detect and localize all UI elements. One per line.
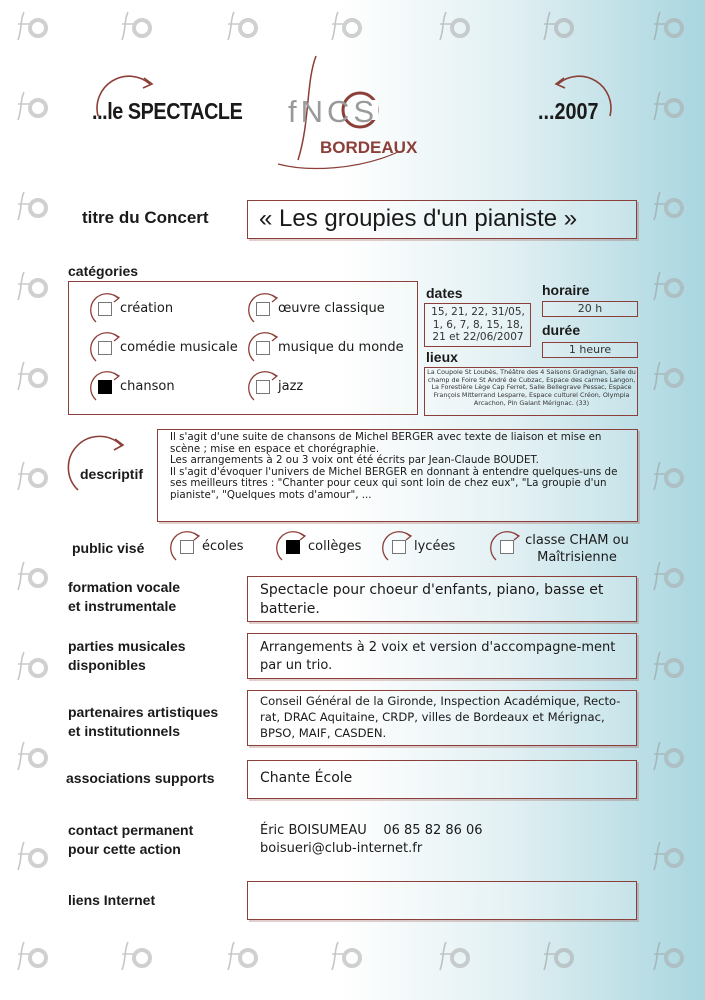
category-checkbox[interactable] xyxy=(98,380,112,394)
fc-watermark-icon xyxy=(224,940,260,972)
categories-label: catégories xyxy=(68,263,139,279)
logo-city: BORDEAUX xyxy=(320,138,418,157)
public-option-label: écoles xyxy=(202,539,244,554)
fc-watermark-icon xyxy=(650,560,686,592)
liens-label: liens Internet xyxy=(68,892,156,908)
descriptif-label: descriptif xyxy=(80,466,144,482)
associations-value: Chante École xyxy=(260,770,353,786)
category-checkbox[interactable] xyxy=(98,302,112,316)
public-option-label: classe CHAM ou Maîtrisienne xyxy=(525,533,629,565)
formation-label-2: et instrumentale xyxy=(68,598,177,614)
liens-box xyxy=(247,881,637,920)
horaire-label: horaire xyxy=(542,282,590,298)
fc-watermark-icon xyxy=(328,10,364,42)
category-label: création xyxy=(120,301,174,316)
fc-watermark-icon xyxy=(650,190,686,222)
fc-watermark-icon xyxy=(650,360,686,392)
partenaires-label-1: partenaires artistiques xyxy=(68,704,219,720)
public-option-label: collèges xyxy=(308,539,362,554)
category-checkbox[interactable] xyxy=(98,341,112,355)
category-label: jazz xyxy=(278,379,304,394)
fc-watermark-icon xyxy=(118,10,154,42)
category-checkbox[interactable] xyxy=(256,380,270,394)
duree-label: durée xyxy=(542,322,581,338)
descriptif-line-1: Il s'agit d'une suite de chansons de Michel BERGER avec texte de liaison et mise en scène ; mise en espace et chorégraphie. xyxy=(170,431,602,455)
fc-watermark-icon xyxy=(328,940,364,972)
header-left-title: ...le SPECTACLE xyxy=(92,98,243,124)
dates-value: 15, 21, 22, 31/05, 1, 6, 7, 8, 15, 18, 21 et 22/06/2007 xyxy=(431,306,525,343)
descriptif-line-3: Il s'agit d'évoquer l'univers de Michel BERGER en donnant à entendre quelques-uns de ses meilleurs titres : "Chanter pour ceux qui sont loin de chez eux", "La groupie d'un pianiste", "Quelques mots d'amour", ... xyxy=(170,465,618,501)
descriptif-line-2: Les arrangements à 2 ou 3 voix ont été écrits par Jean-Claude BOUDET. xyxy=(170,454,539,467)
public-checkbox[interactable] xyxy=(500,540,514,554)
fc-watermark-icon xyxy=(118,940,154,972)
category-label: comédie musicale xyxy=(120,340,238,355)
fc-watermark-icon xyxy=(14,360,50,392)
fc-watermark-icon xyxy=(14,460,50,492)
dates-label: dates xyxy=(426,285,463,301)
fc-watermark-icon xyxy=(650,840,686,872)
fc-watermark-icon xyxy=(14,740,50,772)
public-checkbox[interactable] xyxy=(286,540,300,554)
formation-value: Spectacle pour choeur d'enfants, piano, basse et batterie. xyxy=(260,582,604,617)
fc-watermark-icon xyxy=(436,940,472,972)
partenaires-value: Conseil Général de la Gironde, Inspection Académique, Recto-rat, DRAC Aquitaine, CRDP, villes de Bordeaux et Mérignac, BPSO, MAIF, CASDEN. xyxy=(260,694,621,740)
fc-watermark-icon xyxy=(650,650,686,682)
fc-watermark-icon xyxy=(14,90,50,122)
formation-label-1: formation vocale xyxy=(68,579,181,595)
public-checkbox[interactable] xyxy=(392,540,406,554)
fc-watermark-icon xyxy=(14,190,50,222)
fc-watermark-icon xyxy=(650,940,686,972)
contact-label-1: contact permanent xyxy=(68,822,194,838)
fc-watermark-icon xyxy=(540,10,576,42)
fc-watermark-icon xyxy=(14,840,50,872)
fc-watermark-icon xyxy=(14,10,50,42)
header-right-title: ...2007 xyxy=(538,98,599,124)
partenaires-label-2: et institutionnels xyxy=(68,723,180,739)
category-checkbox[interactable] xyxy=(256,302,270,316)
public-label: public visé xyxy=(72,540,145,556)
category-label: chanson xyxy=(120,379,175,394)
horaire-value: 20 h xyxy=(577,302,603,315)
category-label: œuvre classique xyxy=(278,301,385,316)
category-label: musique du monde xyxy=(278,340,404,355)
public-checkbox[interactable] xyxy=(180,540,194,554)
public-option-label: lycées xyxy=(414,539,456,554)
parties-value: Arrangements à 2 voix et version d'accompagne-ment par un trio. xyxy=(260,640,616,673)
fncs-logo xyxy=(268,52,418,172)
fc-watermark-icon xyxy=(14,650,50,682)
concert-label: titre du Concert xyxy=(82,208,209,227)
fc-watermark-icon xyxy=(14,560,50,592)
duree-value: 1 heure xyxy=(568,343,612,356)
logo-letters: fNCS xyxy=(288,94,379,129)
fc-watermark-icon xyxy=(650,740,686,772)
concert-title-value: « Les groupies d'un pianiste » xyxy=(259,205,578,232)
fc-watermark-icon xyxy=(14,270,50,302)
fc-watermark-icon xyxy=(436,10,472,42)
category-checkbox[interactable] xyxy=(256,341,270,355)
fc-watermark-icon xyxy=(650,460,686,492)
fc-watermark-icon xyxy=(14,940,50,972)
fc-watermark-icon xyxy=(650,90,686,122)
parties-label-2: disponibles xyxy=(68,657,146,673)
lieux-label: lieux xyxy=(426,349,458,365)
contact-label-2: pour cette action xyxy=(68,841,181,857)
fc-watermark-icon xyxy=(540,940,576,972)
contact-email-link[interactable]: boisueri@club-internet.fr xyxy=(260,841,423,856)
fc-watermark-icon xyxy=(650,270,686,302)
descriptif-text xyxy=(170,432,632,502)
parties-label-1: parties musicales xyxy=(68,638,186,654)
fc-watermark-icon xyxy=(224,10,260,42)
lieux-value: La Coupole St Loubès, Théâtre des 4 Saisons Gradignan, Salle du champ de Foire St André de Cubzac, Espace des carmes Langon, La Forestière Lège Cap Ferret, Salle Bellegrave Pessac, Espace François Mitterrand Lesparre, Espace culturel Créon, Olympia Arcachon, Pin Galant Mérignac. (33) xyxy=(427,368,636,407)
contact-line-1: Éric BOISUMEAU 06 85 82 86 06 xyxy=(260,823,483,838)
associations-label: associations supports xyxy=(66,770,215,786)
fc-watermark-icon xyxy=(650,10,686,42)
